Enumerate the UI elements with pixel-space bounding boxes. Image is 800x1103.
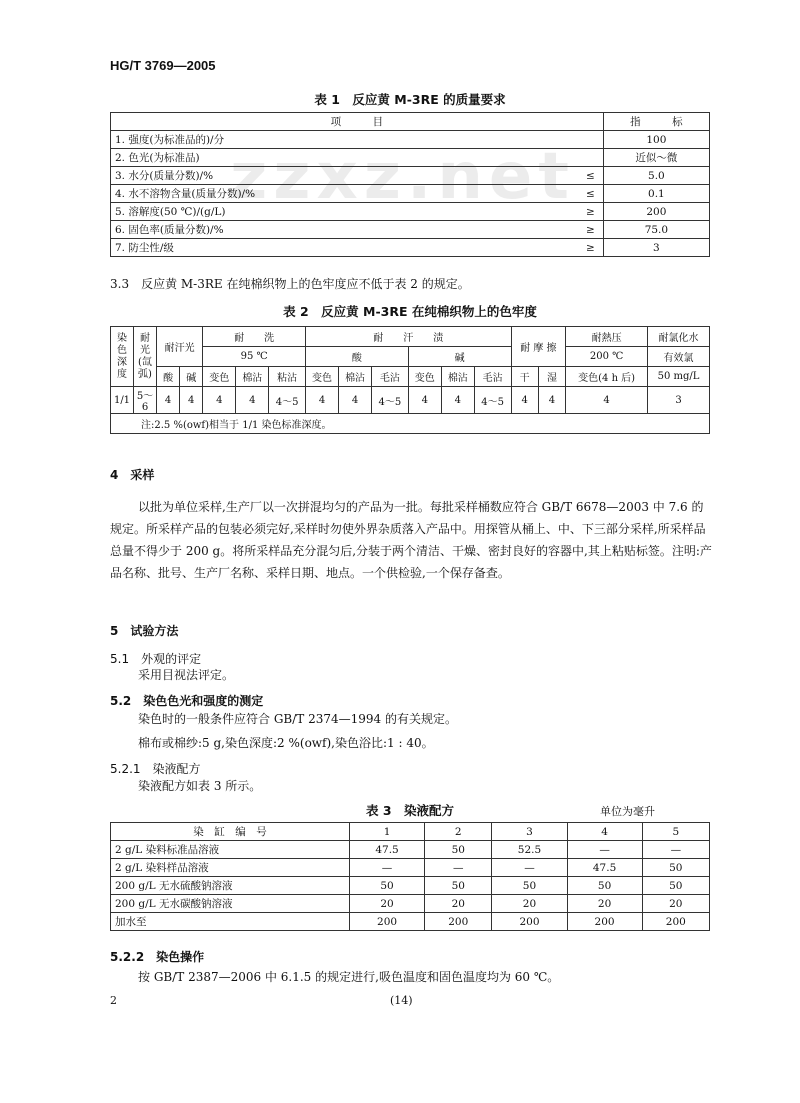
- cell: —: [642, 841, 709, 859]
- head-chlorine-2: 有效氯: [648, 347, 710, 367]
- page-counter: (14): [390, 994, 413, 1007]
- cell: 200: [425, 913, 492, 931]
- cell: 1/1: [111, 387, 134, 414]
- head-col: 5: [642, 823, 709, 841]
- cell-item: 7. 防尘性/级: [111, 239, 571, 257]
- table1-caption: 表 1 反应黄 M-3RE 的质量要求: [314, 92, 506, 107]
- head-heat-temp: 200 ℃: [566, 347, 648, 367]
- heat-change-label: 变色: [578, 373, 599, 384]
- cell-item: 1. 强度(为标准品的)/分: [111, 131, 571, 149]
- head-depth: 染色深度: [111, 327, 134, 387]
- table1-head-item: 项 目: [111, 113, 604, 131]
- cell-value: 5.0: [603, 167, 709, 185]
- clause-5-2: 5.2 染色色光和强度的测定: [110, 694, 264, 708]
- cell-item: 5. 溶解度(50 ℃)/(g/L): [111, 203, 571, 221]
- sub-wet: 湿: [538, 367, 565, 387]
- document-code: HG/T 3769—2005: [110, 58, 216, 73]
- sub-cotton-stain: 棉沾: [236, 367, 269, 387]
- table-row: [111, 859, 710, 877]
- clause-5-2-body-2: 棉布或棉纱:5 g,染色深度:2 %(owf),染色浴比:1 : 40。: [138, 736, 434, 750]
- cell: 加水至: [111, 913, 350, 931]
- table2-caption: 表 2 反应黄 M-3RE 在纯棉织物上的色牢度: [283, 304, 537, 319]
- cell: 4～5: [372, 387, 409, 414]
- table-row: [111, 239, 710, 257]
- cell: 4: [408, 387, 441, 414]
- clause-5-2-1: 5.2.1 染液配方: [110, 762, 201, 776]
- table-row: [111, 131, 710, 149]
- head-sweat-light: 耐汗光: [157, 327, 203, 367]
- head-rubbing: 耐 摩 擦: [511, 327, 566, 367]
- sub-alkali: 碱: [180, 367, 203, 387]
- cell-item: 4. 水不溶物含量(质量分数)/%: [111, 185, 571, 203]
- cell-value: 75.0: [603, 221, 709, 239]
- head-col: 4: [567, 823, 642, 841]
- table-header-row: [111, 113, 710, 131]
- cell: 200 g/L 无水碳酸钠溶液: [111, 895, 350, 913]
- clause-5-1-body: 采用目视法评定。: [138, 668, 235, 682]
- clause-3-3: 3.3 反应黄 M-3RE 在纯棉织物上的色牢度应不低于表 2 的规定。: [110, 277, 470, 291]
- table3: [110, 822, 710, 931]
- cell: 4: [180, 387, 203, 414]
- cell: 4～5: [474, 387, 511, 414]
- head-col: 1: [350, 823, 425, 841]
- cell: 47.5: [350, 841, 425, 859]
- cell: —: [567, 841, 642, 859]
- table2: [110, 326, 710, 434]
- head-light: 耐光(氙弧): [134, 327, 157, 387]
- sub-viscose-stain: 粘沾: [269, 367, 306, 387]
- section-4-title: 4 采样: [110, 468, 155, 482]
- cell: 5～6: [134, 387, 157, 414]
- cell-symbol: ≤: [571, 167, 604, 185]
- cell-item: 3. 水分(质量分数)/%: [111, 167, 571, 185]
- sub-cotton-stain: 棉沾: [339, 367, 372, 387]
- cell: 20: [350, 895, 425, 913]
- cell: 20: [492, 895, 567, 913]
- cell: 47.5: [567, 859, 642, 877]
- head-wash: 耐 洗: [203, 327, 306, 347]
- sub-acid: 酸: [157, 367, 180, 387]
- table1: [110, 112, 710, 257]
- table1-head-value: 指 标: [603, 113, 709, 131]
- cell: 4～5: [269, 387, 306, 414]
- cell: —: [350, 859, 425, 877]
- cell-symbol: ≤: [571, 185, 604, 203]
- sub-color-change: 变色: [306, 367, 339, 387]
- clause-5-2-2-body: 按 GB/T 2387—2006 中 6.1.5 的规定进行,吸色温度和固色温度均为 60 ℃。: [138, 970, 560, 984]
- clause-5-2-body-1: 染色时的一般条件应符合 GB/T 2374—1994 的有关规定。: [138, 712, 457, 726]
- cell: 50: [642, 859, 709, 877]
- cell-symbol: ≥: [571, 239, 604, 257]
- sub-wool-stain: 毛沾: [474, 367, 511, 387]
- head-chlorine-3: 50 mg/L: [648, 367, 710, 387]
- cell-value: 0.1: [603, 185, 709, 203]
- cell-symbol: ≥: [571, 221, 604, 239]
- table-header-row: [111, 823, 710, 841]
- clause-5-1: 5.1 外观的评定: [110, 652, 202, 666]
- head-col: 3: [492, 823, 567, 841]
- cell: 4: [203, 387, 236, 414]
- cell: 4: [566, 387, 648, 414]
- cell: 4: [538, 387, 565, 414]
- cell: 20: [642, 895, 709, 913]
- cell-item: 2. 色光(为标准品): [111, 149, 571, 167]
- clause-5-2-2: 5.2.2 染色操作: [110, 950, 205, 964]
- cell-value: 近似～微: [603, 149, 709, 167]
- table-row: [111, 913, 710, 931]
- section-4-body: 以批为单位采样,生产厂以一次拼混均匀的产品为一批。每批采样桶数应符合 GB/T 6678—2003 中 7.6 的规定。所采样产品的包装必须完好,采样时勿使外界杂质落入产品中。用探管从桶上、中、下三部分采样,所采样品总量不得少于 200 g。将所采样品充分混匀后,分装于两个清洁、干燥、密封良好的容器中,其上粘贴标签。注明:产品名称、批号、生产厂名称、采样日期、地点。一个供检验,一个保存备查。: [110, 500, 712, 580]
- table3-caption: 表 3 染液配方: [365, 803, 455, 818]
- table-row: [111, 185, 710, 203]
- cell: 4: [306, 387, 339, 414]
- cell: 4: [157, 387, 180, 414]
- head-wash-temp: 95 ℃: [203, 347, 306, 367]
- head-acid: 酸: [306, 347, 409, 367]
- cell-symbol: ≥: [571, 203, 604, 221]
- table-row: [111, 167, 710, 185]
- cell-item: 6. 固色率(质量分数)/%: [111, 221, 571, 239]
- cell: 4: [441, 387, 474, 414]
- table-row: [111, 387, 710, 414]
- table-row: [111, 149, 710, 167]
- head-vat: 染 缸 编 号: [111, 823, 350, 841]
- table-row: [111, 203, 710, 221]
- table-row: [111, 841, 710, 859]
- cell: —: [425, 859, 492, 877]
- head-perspiration: 耐 汗 渍: [306, 327, 512, 347]
- cell: 52.5: [492, 841, 567, 859]
- table-row: [111, 877, 710, 895]
- cell-symbol: [571, 149, 604, 167]
- sub-wool-stain: 毛沾: [372, 367, 409, 387]
- sub-heat-change: [566, 367, 648, 387]
- table3-unit: 单位为毫升: [600, 805, 655, 818]
- cell: 50: [567, 877, 642, 895]
- cell: 20: [425, 895, 492, 913]
- head-heat: 耐熱压: [566, 327, 648, 347]
- table2-note: 注:2.5 %(owf)相当于 1/1 染色标准深度。: [111, 414, 710, 434]
- cell: 200: [350, 913, 425, 931]
- cell: 50: [350, 877, 425, 895]
- cell: 200: [642, 913, 709, 931]
- table-row: [111, 221, 710, 239]
- cell: 2 g/L 染料标准品溶液: [111, 841, 350, 859]
- head-alkali: 碱: [408, 347, 511, 367]
- head-chlorine-1: 耐氯化水: [648, 327, 710, 347]
- table-header-row: [111, 367, 710, 387]
- cell: 200: [567, 913, 642, 931]
- cell: 200: [492, 913, 567, 931]
- cell: 4: [236, 387, 269, 414]
- table-row: [111, 895, 710, 913]
- cell-value: 100: [603, 131, 709, 149]
- cell: 3: [648, 387, 710, 414]
- cell-value: 3: [603, 239, 709, 257]
- cell: 50: [425, 877, 492, 895]
- head-col: 2: [425, 823, 492, 841]
- sub-cotton-stain: 棉沾: [441, 367, 474, 387]
- sub-dry: 干: [511, 367, 538, 387]
- cell: 50: [425, 841, 492, 859]
- cell: 20: [567, 895, 642, 913]
- sub-color-change: 变色: [203, 367, 236, 387]
- heat-hours-label: (4 h 后): [598, 373, 636, 384]
- sub-color-change: 变色: [408, 367, 441, 387]
- table-header-row: [111, 327, 710, 347]
- cell-value: 200: [603, 203, 709, 221]
- cell: 4: [339, 387, 372, 414]
- cell: 4: [511, 387, 538, 414]
- page-number: 2: [110, 994, 117, 1007]
- table-note-row: [111, 414, 710, 434]
- cell-symbol: [571, 131, 604, 149]
- watermark: zzxz.net: [230, 140, 575, 214]
- section-5-title: 5 试验方法: [110, 624, 179, 638]
- clause-5-2-1-body: 染液配方如表 3 所示。: [138, 779, 262, 793]
- cell: 200 g/L 无水硫酸钠溶液: [111, 877, 350, 895]
- cell: 50: [492, 877, 567, 895]
- cell: 50: [642, 877, 709, 895]
- cell: —: [492, 859, 567, 877]
- cell: 2 g/L 染料样品溶液: [111, 859, 350, 877]
